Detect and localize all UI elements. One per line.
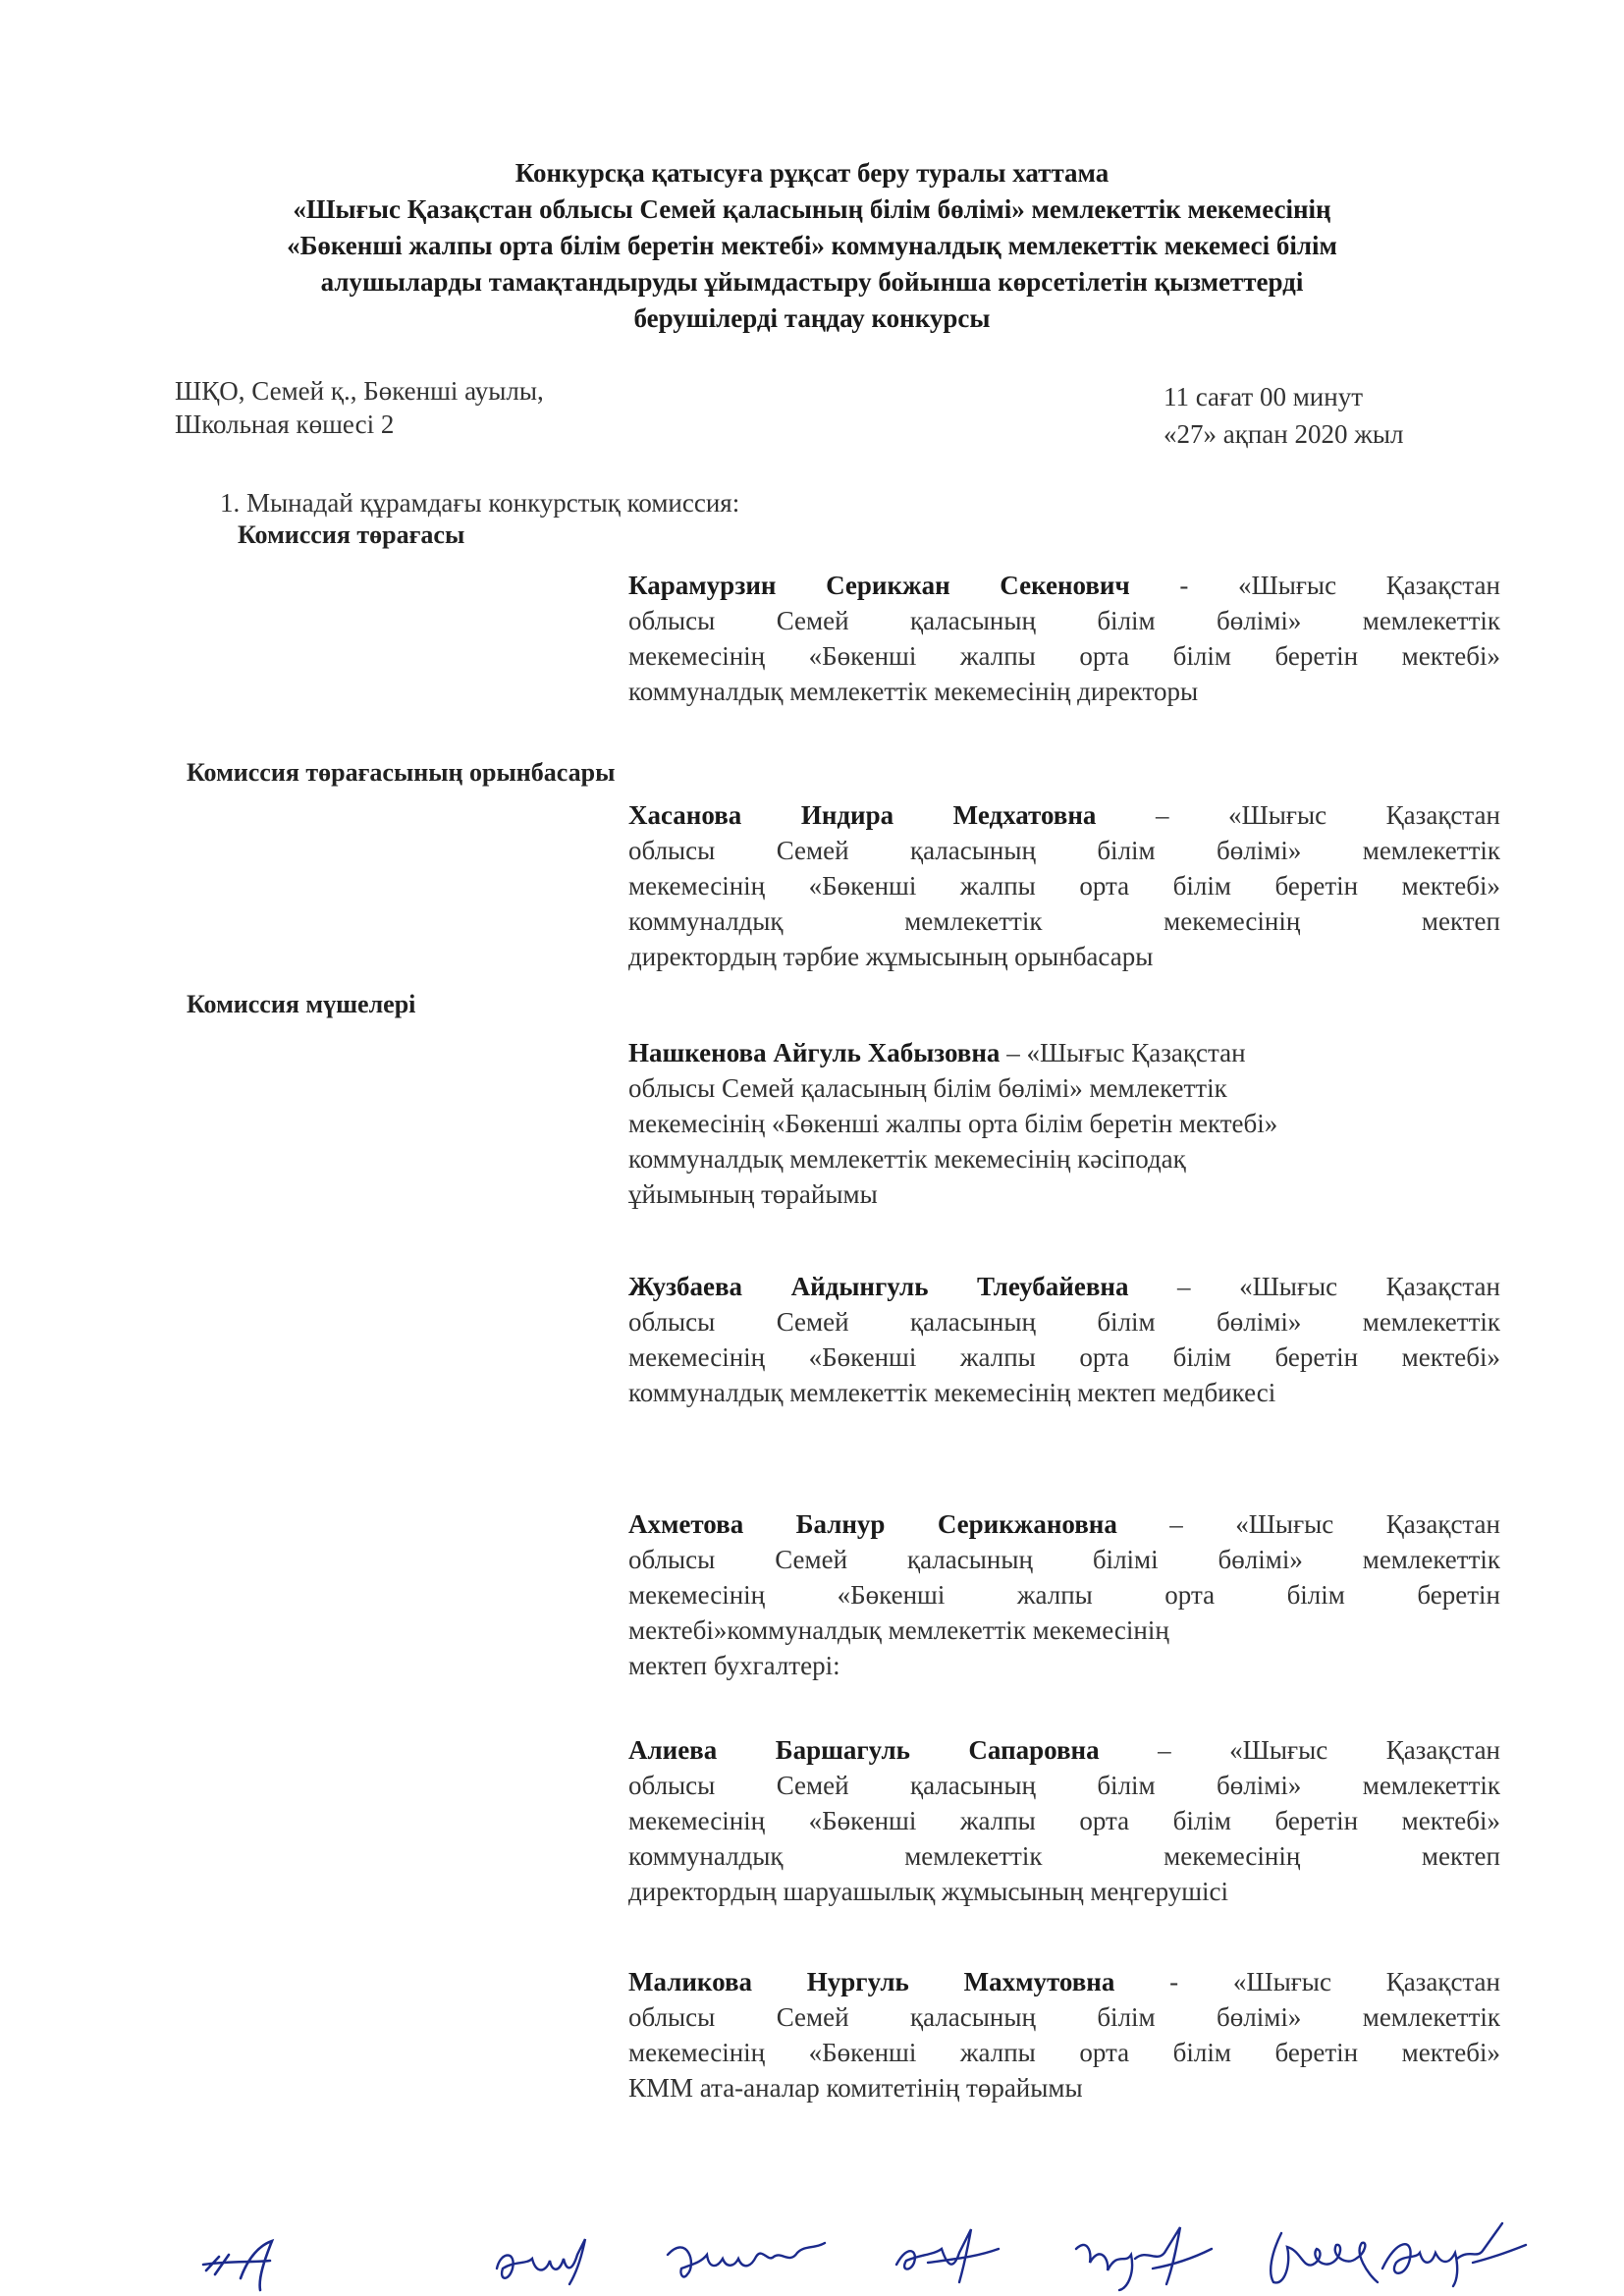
member-role-line: коммуналдық мемлекеттік мекемесінің мектеп медбикесі xyxy=(628,1378,1276,1407)
member-role-line: облысы Семей қаласының білім бөлімі» мемлекеттік xyxy=(628,836,1500,865)
member-entry-chair xyxy=(628,568,1500,709)
signature xyxy=(658,2225,854,2288)
member-entry xyxy=(628,1964,1500,2105)
label-chair: Комиссия төрағасы xyxy=(238,520,465,549)
member-role-line: мекемесінің «Бөкенші жалпы орта білім беретін мектебі» xyxy=(628,2038,1500,2067)
signature xyxy=(889,2223,1006,2292)
title-line: берушілерді таңдау конкурсы xyxy=(633,303,991,333)
member-role-line: мекемесінің «Бөкенші жалпы орта білім беретін мектебі» xyxy=(628,1806,1500,1835)
title-line: «Шығыс Қазақстан облысы Семей қаласының білім бөлімі» мемлекеттік мекемесінің xyxy=(293,194,1331,224)
member-name: Жузбаева Айдынгуль Тлеубайевна xyxy=(628,1272,1129,1301)
signature xyxy=(201,2227,309,2294)
member-entry xyxy=(628,1506,1500,1683)
member-role-line: коммуналдық мемлекеттік мекемесінің мектеп xyxy=(628,906,1500,936)
member-role-line: облысы Семей қаласының білім бөлімі» мемлекеттік xyxy=(628,1771,1500,1800)
member-entry xyxy=(628,1035,1500,1212)
member-role-line: – «Шығыс Қазақстан xyxy=(1116,1509,1500,1539)
member-role-line: мекемесінің «Бөкенші жалпы орта білім беретін мектебі» xyxy=(628,1109,1278,1138)
member-role-line: КММ ата-аналар комитетінің төрайымы xyxy=(628,2073,1083,2103)
meeting-time: 11 сағат 00 минут xyxy=(1164,382,1363,411)
signature xyxy=(1070,2219,1218,2294)
member-entry-deputy xyxy=(628,797,1500,974)
signatures-row xyxy=(0,2219,1624,2296)
member-role-line: - «Шығыс Қазақстан xyxy=(1129,571,1500,600)
member-role-line: облысы Семей қаласының білімі бөлімі» мемлекеттік xyxy=(628,1545,1500,1574)
signature xyxy=(1375,2219,1532,2290)
member-role-line: облысы Семей қаласының білім бөлімі» мемлекеттік xyxy=(628,606,1500,635)
label-deputy: Комиссия төрағасының орынбасары xyxy=(187,758,616,787)
member-role-line: – «Шығыс Қазақстан xyxy=(1128,1272,1500,1301)
member-role-line: - «Шығыс Қазақстан xyxy=(1114,1967,1500,1996)
member-name: Хасанова Индира Медхатовна xyxy=(628,800,1097,830)
member-role-line: – «Шығыс Қазақстан xyxy=(1000,1038,1246,1067)
signature xyxy=(491,2229,599,2292)
member-role-line: мекемесінің «Бөкенші жалпы орта білім беретін мектебі» xyxy=(628,641,1500,671)
member-role-line: облысы Семей қаласының білім бөлімі» мемлекеттік xyxy=(628,1073,1227,1103)
member-role-line: облысы Семей қаласының білім бөлімі» мемлекеттік xyxy=(628,2002,1500,2032)
member-role-line: – «Шығыс Қазақстан xyxy=(1096,800,1500,830)
member-name: Ахметова Балнур Серикжановна xyxy=(628,1509,1117,1539)
member-role-line: мекемесінің «Бөкенші жалпы орта білім беретін мектебі» xyxy=(628,871,1500,901)
member-name: Алиева Баршагуль Сапаровна xyxy=(628,1735,1100,1765)
member-role-line: мекемесінің «Бөкенші жалпы орта білім беретін xyxy=(628,1580,1500,1610)
member-entry xyxy=(628,1269,1500,1410)
title-line: «Бөкенші жалпы орта білім беретін мектебі» коммуналдық мемлекеттік мекемесі білім xyxy=(287,231,1337,260)
member-role-line: облысы Семей қаласының білім бөлімі» мемлекеттік xyxy=(628,1307,1500,1337)
document-title xyxy=(147,155,1477,337)
member-entry xyxy=(628,1732,1500,1909)
title-line: алушыларды тамақтандыруды ұйымдастыру бойынша көрсетілетін қызметтерді xyxy=(320,267,1304,297)
member-role-line: коммуналдық мемлекеттік мекемесінің мектеп xyxy=(628,1841,1500,1871)
member-role-line: коммуналдық мемлекеттік мекемесінің кәсіподақ xyxy=(628,1144,1186,1174)
member-name: Карамурзин Серикжан Секенович xyxy=(628,571,1130,600)
label-members: Комиссия мүшелері xyxy=(187,990,416,1018)
member-role-line: директордың шаруашылық жұмысының меңгерушісі xyxy=(628,1877,1228,1906)
title-line: Конкурсқа қатысуға рұқсат беру туралы хаттама xyxy=(514,158,1110,188)
member-role-line: ұйымының төрайымы xyxy=(628,1179,878,1209)
member-role-line: мектеп бухгалтері: xyxy=(628,1651,840,1680)
member-role-line: мектебі»коммуналдық мемлекеттік мекемесінің xyxy=(628,1615,1169,1645)
location-line-2: Школьная көшесі 2 xyxy=(175,410,395,439)
member-name: Маликова Нургуль Махмутовна xyxy=(628,1967,1115,1996)
location-line-1: ШҚО, Семей қ., Бөкенші ауылы, xyxy=(175,376,544,406)
member-role-line: – «Шығыс Қазақстан xyxy=(1099,1735,1500,1765)
meeting-date: «27» ақпан 2020 жыл xyxy=(1164,419,1404,449)
intro-item: 1. Мынадай құрамдағы конкурстық комиссия: xyxy=(220,488,740,518)
member-role-line: коммуналдық мемлекеттік мекемесінің директоры xyxy=(628,677,1199,706)
member-role-line: директордың тәрбие жұмысының орынбасары xyxy=(628,942,1154,971)
member-role-line: мекемесінің «Бөкенші жалпы орта білім беретін мектебі» xyxy=(628,1342,1500,1372)
member-name: Нашкенова Айгуль Хабызовна xyxy=(628,1038,1001,1067)
signature xyxy=(1252,2223,1384,2292)
